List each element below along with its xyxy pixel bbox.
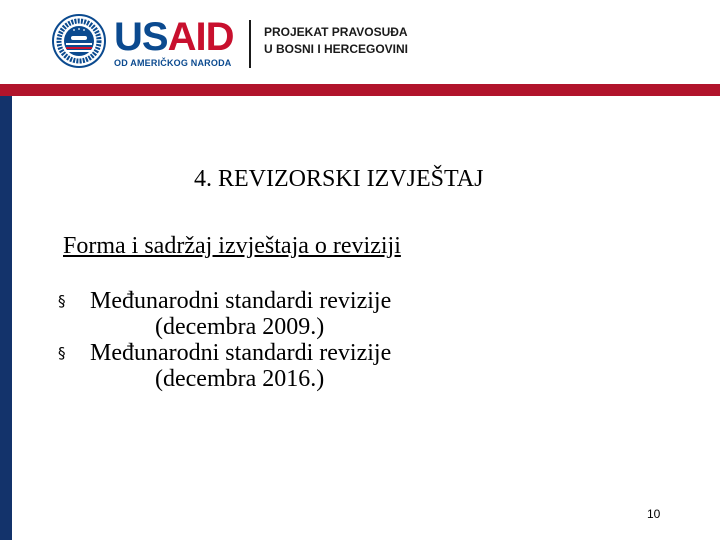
- bullet-item: [58, 340, 618, 392]
- wordmark-us: US: [114, 15, 168, 59]
- header-red-rule: [0, 84, 720, 96]
- bullet-marker-icon: §: [58, 292, 66, 310]
- bullet-text-line-1: Međunarodni standardi revizije: [90, 288, 392, 314]
- bullet-marker-icon: §: [58, 344, 66, 362]
- usaid-seal-icon: [52, 14, 106, 68]
- bullet-text-line-1: Međunarodni standardi revizije: [90, 340, 392, 366]
- usaid-tagline: OD AMERIČKOG NARODA: [114, 58, 232, 68]
- slide-title: 4. REVIZORSKI IZVJEŠTAJ: [194, 166, 484, 192]
- project-name-line-2: U BOSNI I HERCEGOVINI: [264, 42, 409, 56]
- bullet-list: [58, 288, 618, 392]
- slide-subtitle: Forma i sadržaj izvještaja o reviziji: [63, 233, 401, 259]
- bullet-text-line-2: (decembra 2016.): [155, 366, 325, 392]
- slide-header: [0, 0, 720, 84]
- wordmark-aid: AID: [167, 15, 234, 59]
- project-name: [264, 24, 408, 58]
- project-name-line-1: PROJEKAT PRAVOSUĐA: [264, 25, 408, 39]
- usaid-wordmark: [114, 17, 233, 57]
- bullet-item: [58, 288, 618, 340]
- bullet-text-line-2: (decembra 2009.): [155, 314, 325, 340]
- logo-divider: [249, 20, 251, 68]
- left-navy-bar: [0, 96, 12, 540]
- page-number: 10: [647, 507, 661, 521]
